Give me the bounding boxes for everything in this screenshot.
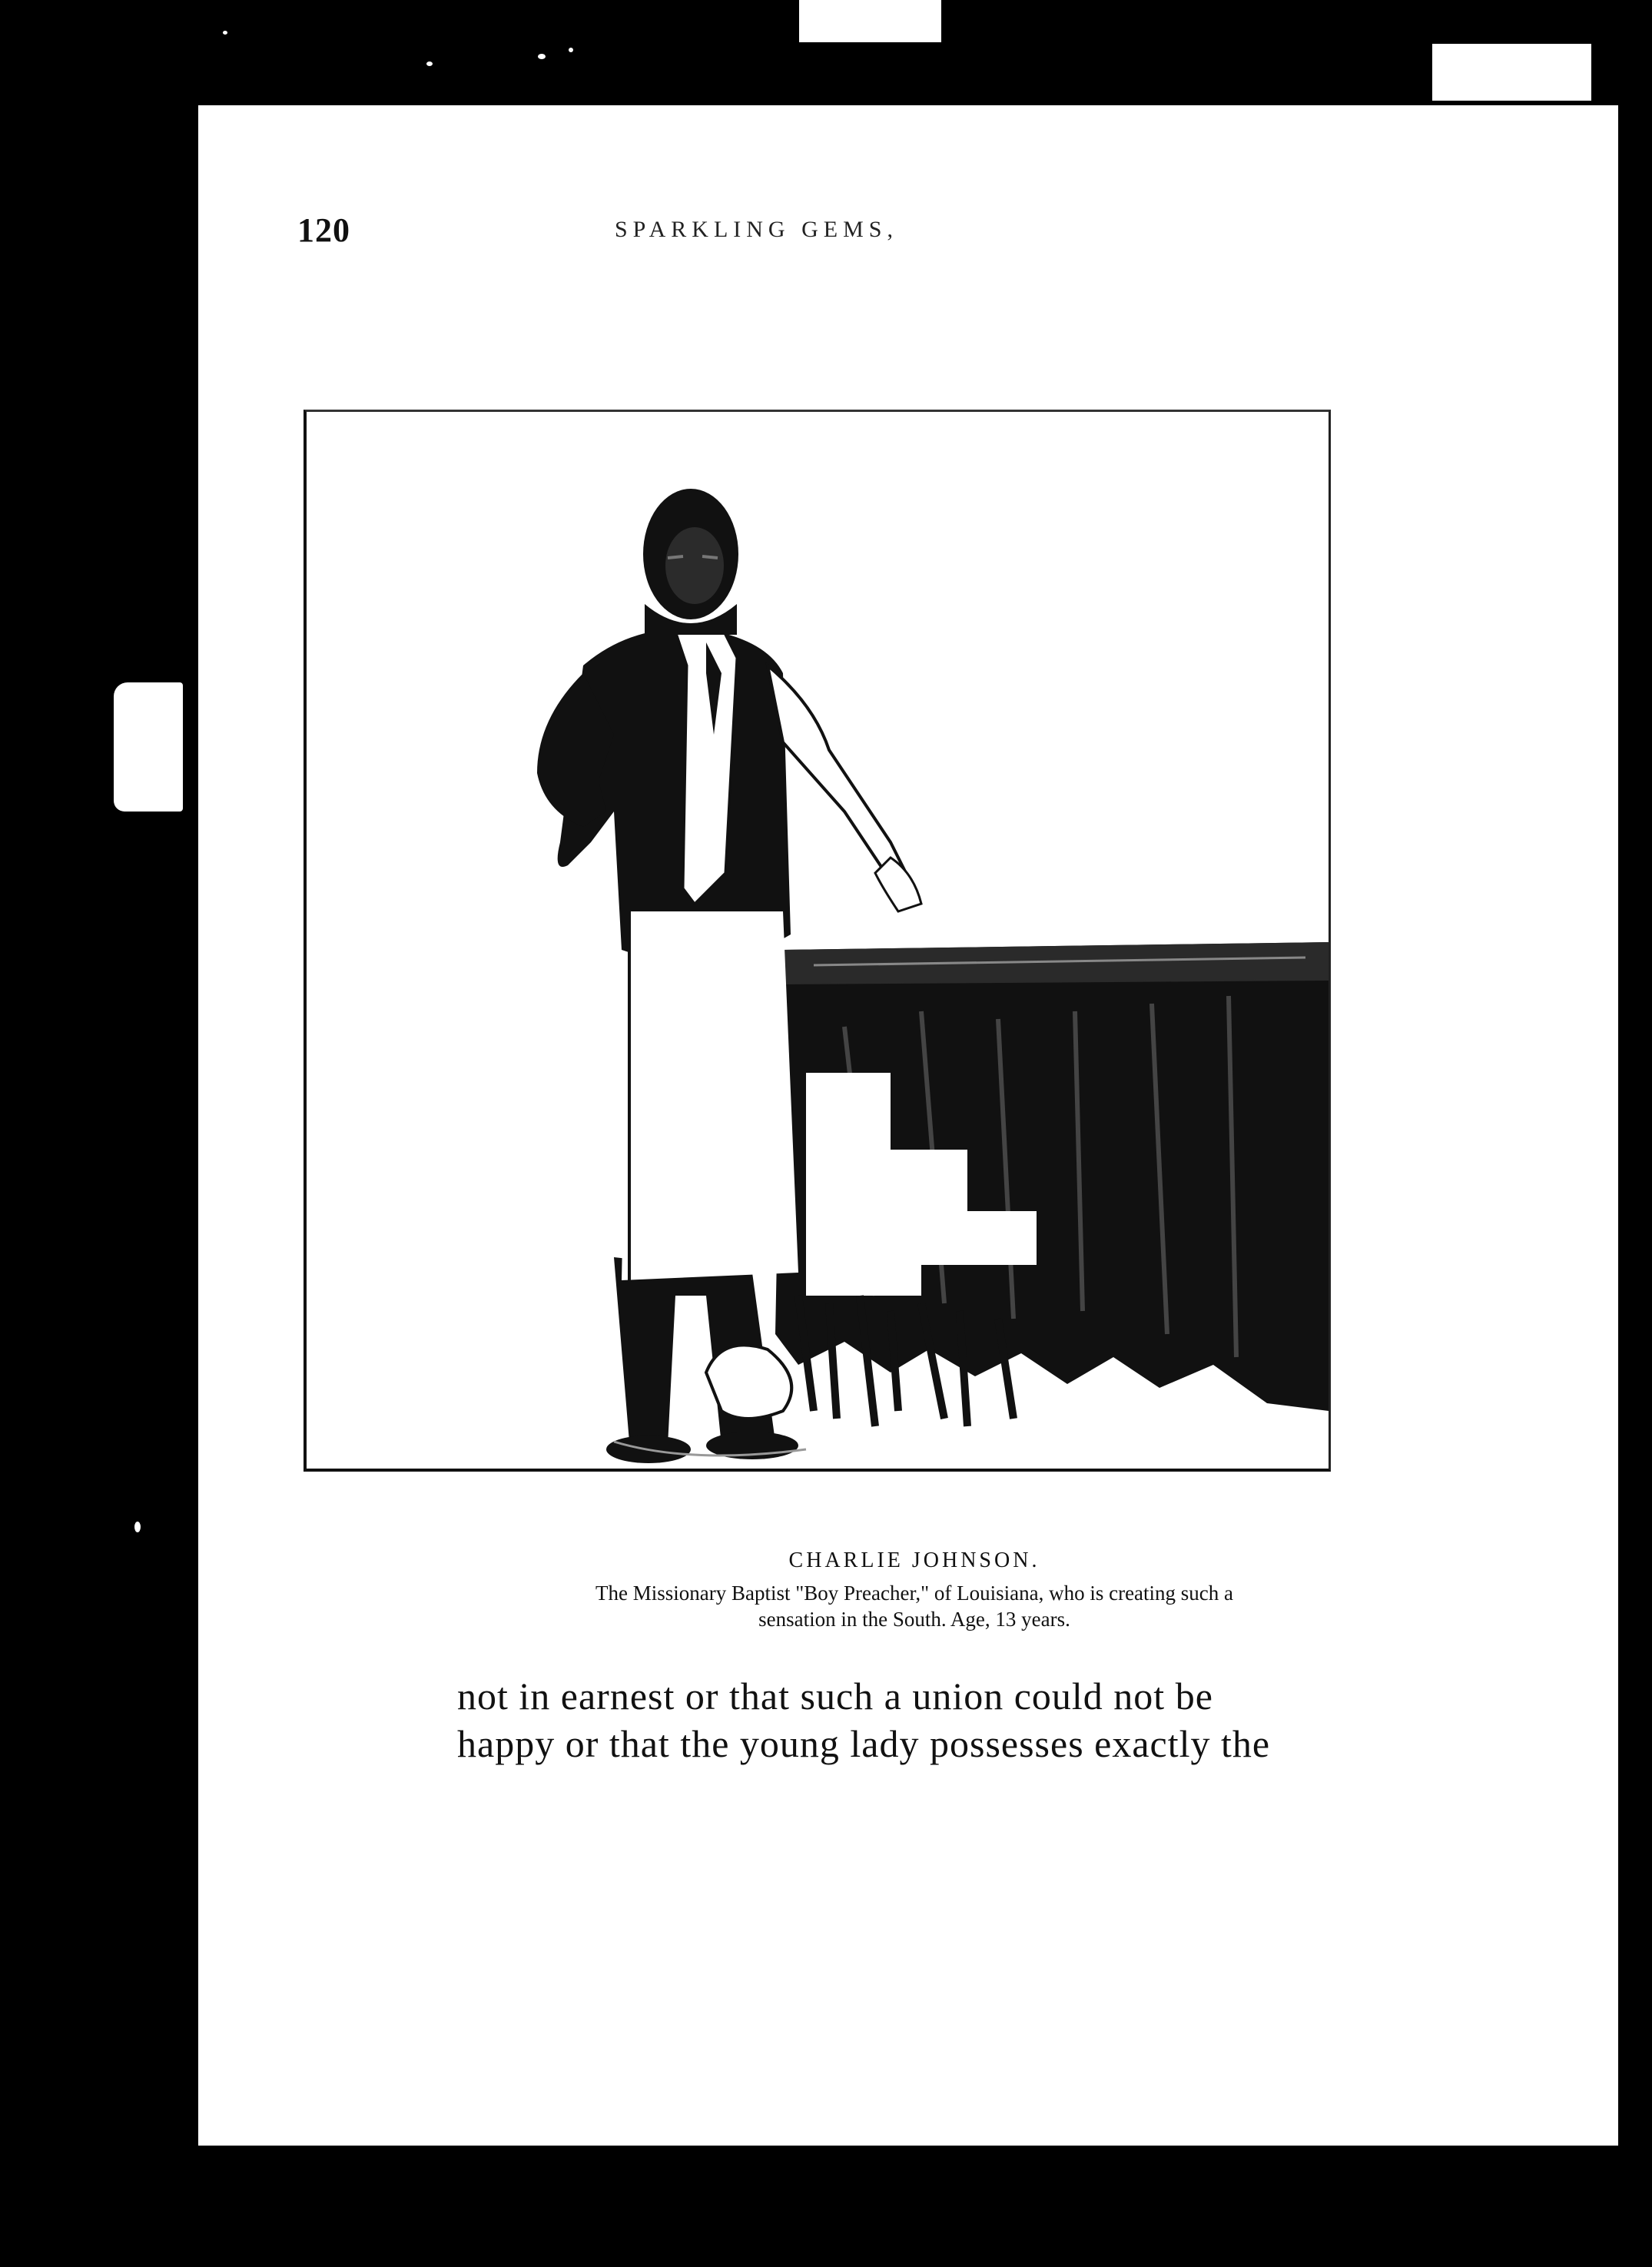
caption-line: sensation in the South. Age, 13 years.: [758, 1608, 1070, 1631]
scan-speck: [223, 31, 227, 35]
scan-speck: [538, 54, 546, 59]
running-title: SPARKLING GEMS,: [615, 217, 898, 242]
scan-speck: [134, 1522, 141, 1532]
body-text-line: not in earnest or that such a union could not be: [457, 1675, 1213, 1718]
portrait-illustration: [307, 412, 1329, 1469]
scan-artifact-left: [114, 682, 183, 812]
scan-speck: [426, 61, 433, 66]
portrait-photograph: [304, 410, 1331, 1472]
body-text-line: happy or that the young lady possesses exactly the: [457, 1722, 1271, 1765]
arm: [768, 665, 906, 881]
caption-line: The Missionary Baptist "Boy Preacher," of Louisiana, who is creating such a: [595, 1582, 1234, 1605]
scan-artifact-top-right: [1432, 44, 1591, 101]
caption-title: CHARLIE JOHNSON.: [788, 1548, 1040, 1572]
scan-artifact-top: [799, 0, 941, 42]
page-edge: [1618, 105, 1649, 2146]
page-number: 120: [297, 211, 350, 249]
scan-speck: [569, 48, 573, 52]
